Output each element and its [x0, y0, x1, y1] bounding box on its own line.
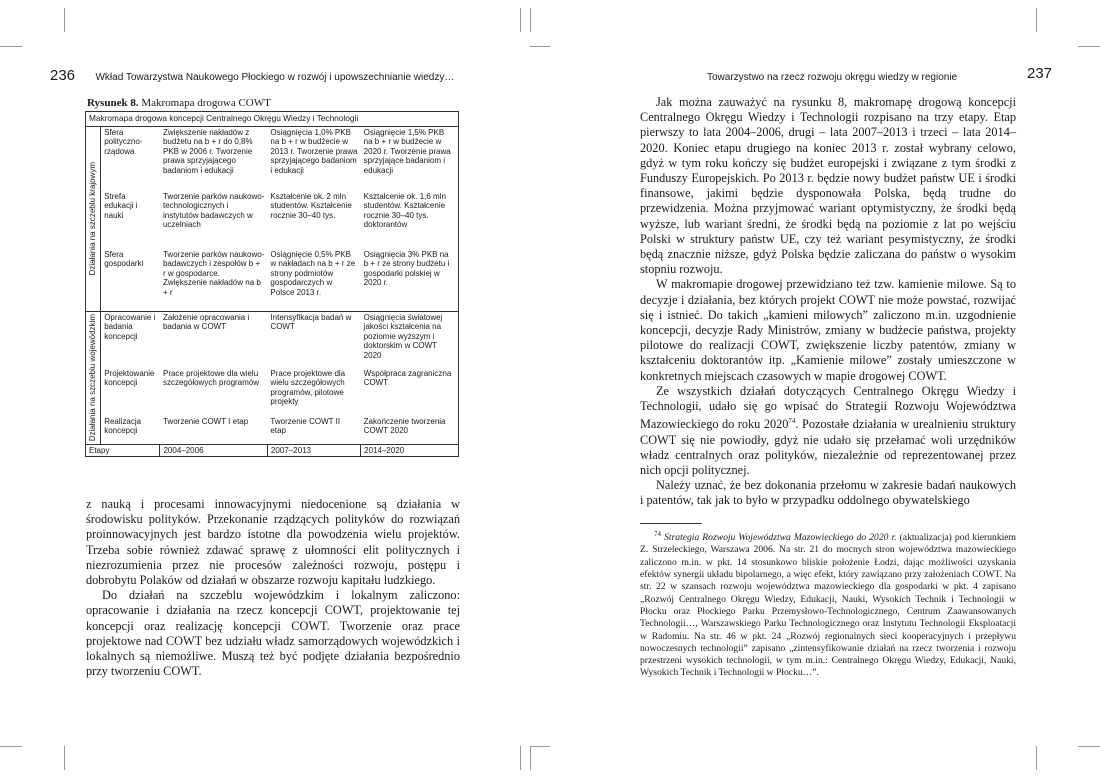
table-cell: Współpraca zagraniczna COWT [361, 368, 459, 416]
header-title: Towarzystwo na rzecz rozwoju okręgu wiedzy w regionie [707, 72, 958, 83]
paragraph: Do działań na szczeblu wojewódzkim i lokalnym zaliczono: opracowanie i działania na rzecz koncepcji COWT, projektowanie tej koncepcji oraz realizację koncepcji COWT. Tworzenie oraz prace projektowe nad COWT bez udziału władz samorządowych wojewódzkich i lokalnych są niemożliwe. Muszą też być podjęte działania bezpośrednio przy tworzeniu COWT. [86, 588, 460, 679]
table-cell: Sfera gospodarki [101, 249, 160, 312]
footnote-text: (aktualizacja) pod kierunkiem Z. Strzeleckiego, Warszawa 2006. Na str. 21 do mocnych stron województwa mazowieckiego zaliczono m.in. w pkt. 14 stosunkowo bliskie położenie Łodzi, dając możliwości uzyskania efektów synergii układu bipolarnego, a więc efekt, który zawiązano przy założeniach COWT. Na str. 22 w szansach rozwoju województwa mazowieckiego dla gospodarki w pkt. 4 zapisano „Rozwój Centralnego Okręgu Wiedzy, Edukacji, Nauki, Wysokich Technik i Technologii w Płocku oraz Płockiego Parku Przemysłowo-Technologicznego, Centrum Zaawansowanych Technologii…, Warszawskiego Parku Technologicznego oraz Instytutu Technologii Eksploatacji w Radomiu. Na str. 46 w pkt. 24 „Rozwój regionalnych sieci kooperacyjnych i przepływu nowoczesnych technologii” zapisano „zintensyfikowanie działań na rzecz tworzenia i rozwoju przestrzeni wysokich technologii, w tym m.in.: Centralnego Okręgu Wiedzy, Edukacji, Nauki, Wysokich Technik i Technologii w Płocku…”. [640, 532, 1016, 679]
table-row [86, 416, 459, 445]
crop-mark [0, 46, 22, 47]
table-title: Makromapa drogowa koncepcji Centralnego Okręgu Wiedzy i Technologii [86, 112, 459, 127]
table-row [86, 191, 459, 249]
table-cell: Osiągnięcie 1,5% PKB na b + r w budżecie w 2020 r. Tworzenie prawa sprzyjające badaniom i edukacji [361, 126, 459, 191]
table-cell: Tworzenie parków naukowo-badawczych i zespołów b + r w gospodarce. Zwiększenie nakładów na b + r [160, 249, 267, 312]
paragraph [640, 384, 1016, 478]
header-title: Wkład Towarzystwa Naukowego Płockiego w rozwój i upowszechnianie wiedzy… [95, 72, 455, 83]
group-label-regional: Działania na szczeblu wojewódzkim [86, 311, 101, 444]
table-row [86, 249, 459, 312]
crop-mark [530, 8, 531, 32]
crop-mark [530, 46, 550, 47]
page-number: 237 [1027, 65, 1053, 82]
table-cell: Opracowanie i badania koncepcji [104, 312, 156, 341]
crop-mark [1078, 746, 1100, 747]
paragraph-text: Ze wszystkich działań dotyczących Centralnego Okręgu Wiedzy i Technologii, udało się go wpisać do Strategii Rozwoju Województwa Mazowieckiego do roku 2020 [640, 383, 1016, 432]
table-cell: Osiągnięcia 1,0% PKB na b + r w budżecie w 2013 r. Tworzenie prawa sprzyjającego badaniom i edukacji [270, 127, 358, 175]
stages-row [86, 444, 459, 457]
footnote [640, 528, 1016, 680]
table-cell: Kształcenie ok. 1,6 mln studentów. Kształcenie rocznie 30–40 tys. doktorantów [361, 191, 459, 249]
table-cell: Projektowanie koncepcji [104, 368, 155, 387]
paragraph: Należy uznać, że bez dokonania przełomu w zakresie badań naukowych i patentów, tak jak to było w przypadku oddolnego obywatelskiego [640, 478, 1016, 508]
table-cell: Kształcenie ok. 2 mln studentów. Kształcenie rocznie 30–40 tys. [270, 191, 352, 220]
table-cell: Etapy [86, 444, 160, 457]
table-cell: Sfera polityczno-rządowa [104, 127, 143, 156]
crop-mark [1036, 746, 1037, 770]
crop-mark [64, 746, 65, 770]
table-cell: Prace projektowe dla wielu szczegółowych programów [162, 368, 260, 387]
table-cell: Zwiększenie nakładów z budżetu na b + r do 0,8% PKB w 2006 r. Tworzenie prawa sprzyjającego badaniom i edukacji [162, 127, 253, 175]
footnote-title: Strategia Rozwoju Województwa Mazowieckiego do 2020 r. [664, 532, 897, 544]
table-cell: Tworzenie COWT II etap [267, 416, 360, 445]
paragraph: z nauką i procesami innowacyjnymi niedocenione są działania w środowisku polityków. Przekonanie rządzących polityków do rozwiązań proinnowacyjnych jest bardzo istotne dla powodzenia wielu projektów. Trzeba sobie również zdawać sprawę z ułomności elit politycznych i niezrozumienia przez nie procesów zależności rozwoju, postępu i dobrobytu Polaków od działań w obszarze rozwoju kapitału ludzkiego. [86, 497, 460, 588]
table-cell: Realizacja koncepcji [101, 416, 160, 445]
table-cell: Osiągnięcia 3% PKB na b + r ze strony budżetu i gospodarki polskiej w 2020 r. [361, 249, 459, 312]
table-cell: Założenie opracowania i badania w COWT [162, 312, 250, 331]
page-number-right [1027, 65, 1052, 83]
running-header-right [707, 67, 957, 85]
group-label-national: Działania na szczeblu krajowym [86, 126, 101, 311]
crop-mark [1078, 46, 1100, 47]
figure-caption-text: Makromapa drogowa COWT [141, 97, 271, 109]
figure-label: Rysunek 8. [87, 97, 139, 109]
footnote-divider [640, 523, 702, 524]
running-header [50, 67, 454, 85]
crop-mark [64, 8, 65, 32]
table-cell: 2014–2020 [361, 444, 459, 457]
table-cell: Intensyfikacja badań w COWT [270, 312, 352, 331]
footnote-number: 74 [654, 530, 661, 538]
table-cell: Tworzenie parków naukowo-technologicznych i instytutów badawczych w uczelniach [162, 191, 265, 229]
table-cell: Prace projektowe dla wielu szczegółowych programów, pilotowe projekty [270, 368, 346, 406]
left-body-text [86, 497, 460, 679]
page-number: 236 [50, 67, 76, 84]
right-body-text [640, 95, 1016, 509]
table-cell: 2004–2006 [160, 444, 267, 457]
crop-mark [520, 746, 521, 770]
crop-mark [530, 746, 531, 770]
paragraph: W makromapie drogowej przewidziano też tzw. kamienie milowe. Są to decyzje i działania, bez których projekt COWT nie może powstać, rozwijać się i istnieć. Do takich „kamieni milowych” zaliczono m.in. uzgodnienie koncepcji, decyzje Rady Ministrów, zmiany w budżecie państwa, projekty pilotowe do realizacji COWT, zwiększenie liczby patentów, zmiany w kształceniu doktorantów itp. „Kamienie milowe” zostały umieszczone w konkretnych miejscach czasowych w mapie drogowej COWT. [640, 277, 1016, 383]
crop-mark [1036, 8, 1037, 32]
table-title-row [86, 112, 459, 127]
table-cell: 2007–2013 [267, 444, 360, 457]
paragraph: Jak można zauważyć na rysunku 8, makromapę drogową koncepcji Centralnego Okręgu Wiedzy i Technologii rozpisano na trzy etapy. Etap pierwszy to lata 2004–2006, drugi – lata 2007–2013 i trzeci – lata 2014–2020. Koniec etapu drugiego na koniec 2013 r. został wybrany celowo, gdyż w tym roku kończy się budżet europejski i związane z tym środki z Funduszy Europejskich. Po 2013 r. będzie nowy budżet państw UE i środki finansowe, jakimi będzie dysponowała Polska, będą trudne do przewidzenia. Można przyjmować wariant optymistyczny, że środki będą wyższe, lub wariant średni, że środki będą na poziomie z lat po wejściu Polski w struktury państw UE, czy też wariant pesymistyczny, że środki będą znacznie niższe, gdyż Polska będzie zaliczana do państw o wysokim stopniu rozwoju. [640, 95, 1016, 277]
table-row [86, 368, 459, 416]
table-cell: Strefa edukacji i nauki [104, 191, 138, 220]
table-row [86, 311, 459, 368]
table-cell: Tworzenie COWT I etap [160, 416, 267, 445]
figure-caption [87, 97, 271, 109]
roadmap-table [85, 111, 459, 457]
table-cell: Osiągnięcie 0,5% PKB w nakładach na b + r ze strony podmiotów gospodarczych w Polsce 2013 r. [267, 249, 360, 312]
footnote-ref: 74 [788, 417, 796, 426]
crop-mark [0, 746, 22, 747]
crop-mark [530, 746, 550, 747]
table-cell: Osiągnięcia światowej jakości kształcenia na poziomie wyższym i doktorskim w COWT 2020 [361, 311, 459, 368]
crop-mark [520, 8, 521, 32]
table-cell: Zakończenie tworzenia COWT 2020 [361, 416, 459, 445]
paragraph-text: . Pozostałe działania w urealnieniu struktury COWT się nie powiodły, gdyż nie udało się przełamać woli urzędników władz centralnych oraz polityków, niezależnie od reprezentowanej przez nich opcji politycznej. [640, 417, 1017, 477]
table-row [86, 126, 459, 191]
